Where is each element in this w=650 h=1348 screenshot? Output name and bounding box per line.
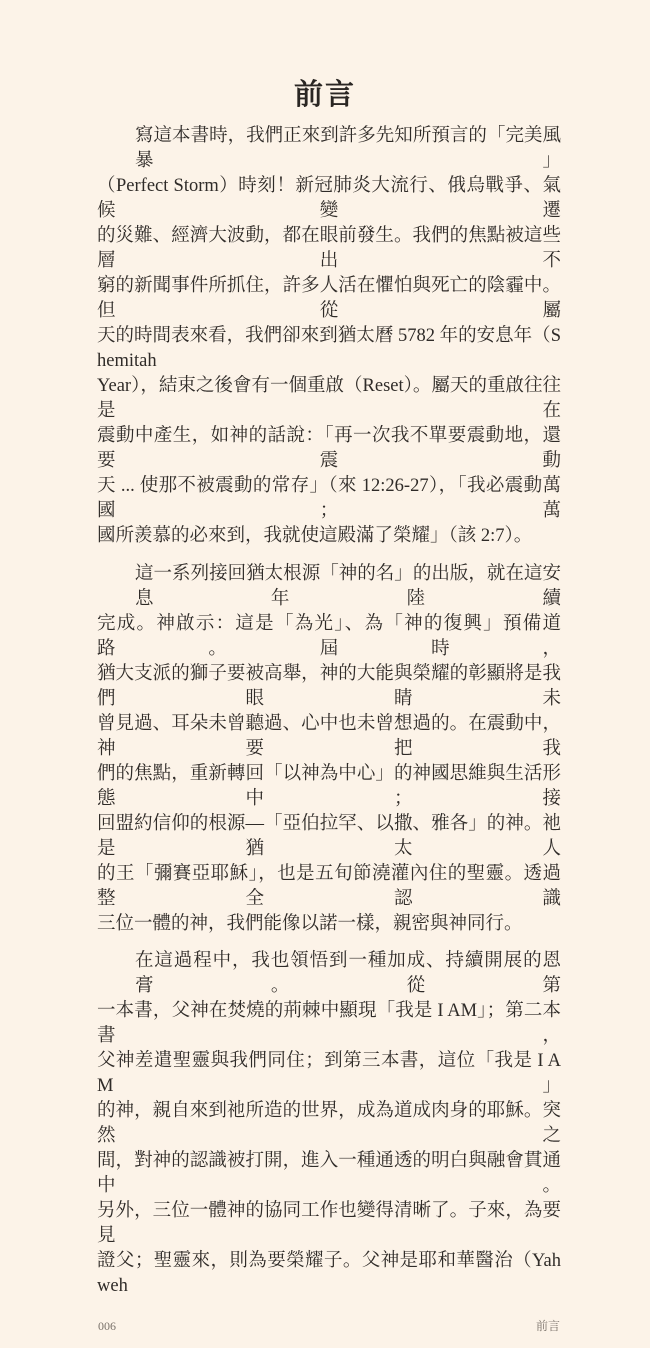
text-line: 寫這本書時，我們正來到許多先知所預言的「完美風暴」 [135,126,561,171]
page-number: 006 [98,1319,116,1333]
text-line: （Perfect Storm）時刻！新冠肺炎大流行、俄烏戰爭、氣候變遷 [97,176,561,221]
text-line: 間，對神的認識被打開，進入一種通透的明白與融會貫通中。 [97,1151,561,1196]
text-line: 天 ... 使那不被震動的常存」（來 12:26-27），「我必震動萬國；萬 [97,476,561,521]
paragraph [97,124,561,549]
text-line: 完成。神啟示：這是「為光」、為「神的復興」預備道路。屆時， [97,613,561,659]
text-line: 這一系列接回猶太根源「神的名」的出版，就在這安息年陸續 [135,563,561,609]
paragraph [97,562,561,937]
text-line: 三位一體的神，我們能像以諾一樣，親密與神同行。 [97,913,523,934]
text-line: 回盟約信仰的根源—「亞伯拉罕、以撒、雅各」的神。祂是猶太人 [97,813,561,859]
text-line: 震動中產生，如神的話說：「再一次我不單要震動地，還要震動 [97,426,561,471]
text-line: 在這過程中，我也領悟到一種加成、持續開展的恩膏。從第 [135,951,561,996]
text-line: 們的焦點，重新轉回「以神為中心」的神國思維與生活形態中；接 [97,763,561,809]
text-line: 的神，親自來到祂所造的世界，成為道成肉身的耶穌。突然之 [97,1101,561,1146]
text-line: 國所羨慕的必來到，我就使這殿滿了榮耀」（該 2:7）。 [97,526,533,546]
body-text [97,124,561,1312]
page-title: 前言 [293,79,356,111]
text-line: 曾見過、耳朵未曾聽過、心中也未曾想過的。在震動中，神要把我 [97,713,561,759]
text-line: 的災難、經濟大波動，都在眼前發生。我們的焦點被這些層出不 [97,226,561,271]
text-line: 猶大支派的獅子要被高舉，神的大能與榮耀的彰顯將是我們眼睛未 [97,663,561,709]
text-line: 天的時間表來看，我們卻來到猶太曆 5782 年的安息年（Shemitah [97,326,561,371]
text-line: 另外，三位一體神的協同工作也變得清晰了。子來，為要見 [97,1201,561,1246]
paragraph [97,949,561,1299]
text-line: 一本書，父神在焚燒的荊棘中顯現「我是 I AM」；第二本書， [97,1001,561,1046]
text-line: Year），結束之後會有一個重啟（Reset）。屬天的重啟往往是在 [97,376,561,421]
running-head: 前言 [535,1319,560,1333]
text-line: 窮的新聞事件所抓住，許多人活在懼怕與死亡的陰霾中。但從屬 [97,276,561,321]
text-line: 的王「彌賽亞耶穌」，也是五旬節澆灌內住的聖靈。透過整全認識 [97,863,561,909]
text-line: 父神差遣聖靈與我們同住；到第三本書，這位「我是 I AM」 [97,1051,561,1096]
text-line: 證父；聖靈來，則為要榮耀子。父神是耶和華醫治（Yahweh [97,1251,561,1296]
